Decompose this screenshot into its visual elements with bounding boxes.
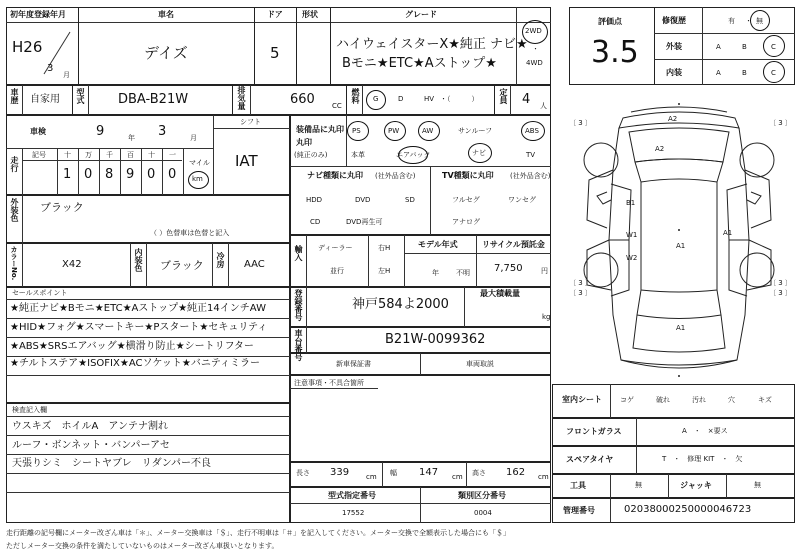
ac-value: AAC	[244, 259, 265, 270]
equip-leather: 本革	[351, 151, 365, 159]
mileage-digit-0: 1	[63, 167, 72, 182]
interior-color: ブラック	[160, 259, 204, 272]
fuel-label: 燃料	[351, 88, 360, 104]
grade-label: グレード	[405, 10, 437, 19]
drive-4wd: 4WD	[526, 59, 543, 67]
equipment-sub-label: (純正のみ)	[294, 151, 328, 159]
shift-label: シフト	[240, 118, 261, 126]
windshield-label: フロントガラス	[566, 427, 622, 436]
tv-analog: アナログ	[452, 218, 480, 226]
recycle-yen: 円	[541, 267, 548, 275]
equip-abs: ABS	[525, 127, 539, 135]
registration-label: 登録番号	[294, 289, 303, 321]
seat-item-scratch: キズ	[758, 396, 772, 404]
left-hand: 左H	[378, 267, 391, 275]
ac-label: 冷房	[216, 252, 225, 268]
navi-sd: SD	[405, 196, 415, 204]
interior-grade-c: C	[771, 69, 776, 77]
class-no-value: 0004	[474, 509, 492, 517]
seat-item-stain: 汚れ	[692, 396, 706, 404]
damage-mark-w1: W1	[626, 231, 638, 239]
digit-label-5: 一	[169, 151, 176, 159]
repair-dot: ・	[745, 17, 752, 25]
spare-options: T ・ 修理 KIT ・ 欠	[662, 455, 743, 463]
damage-mark-front-bumper: A2	[668, 115, 678, 123]
digit-label-2: 千	[106, 151, 113, 159]
digit-label-1: 万	[85, 151, 92, 159]
mileage-label: 走行	[10, 156, 19, 172]
type-no-label: 型式指定番号	[328, 491, 376, 500]
shape-label: 形状	[302, 10, 318, 19]
chassis-value: B21W-0099362	[385, 332, 486, 347]
new-car-warranty: 新車保証書	[336, 360, 371, 368]
mileage-digit-4: 0	[147, 167, 156, 182]
equipment-label: 装備品に丸印	[296, 125, 344, 134]
caution-label: 注意事項・不具合箇所	[294, 379, 364, 387]
seats-unit: 人	[540, 102, 547, 110]
inspection-year-unit: 年	[128, 134, 135, 142]
sales-points-label: セールスポイント	[12, 289, 68, 297]
model-year-unknown: 不明	[456, 269, 470, 277]
drive-2wd: 2WD	[525, 27, 542, 35]
digit-label-0: 十	[64, 151, 71, 159]
inspector-note-line: ルーフ・ボンネット・バンパーアセ	[12, 440, 170, 451]
model-label: 型式	[76, 88, 85, 104]
repair-yes: 有	[728, 17, 735, 25]
bracket-rear-left: 〔 3 〕	[569, 289, 592, 297]
use-label: 車歴	[10, 88, 19, 104]
inspector-note-line: 天張りシミ シートヤブレ リダンパー不良	[12, 458, 211, 469]
displacement-label: 排気量	[237, 86, 246, 110]
door-label: ドア	[267, 10, 283, 19]
displacement-value: 660	[290, 92, 315, 107]
mileage-digit-2: 8	[105, 167, 114, 182]
damage-mark-w2: W2	[626, 254, 638, 262]
tv-oneseg: ワンセグ	[508, 196, 536, 204]
navi-cd: CD	[310, 218, 321, 226]
import-label: 輸入	[294, 245, 303, 261]
equip-airbag: エアバック	[396, 151, 431, 159]
digit-label-4: 十	[148, 151, 155, 159]
tv-fullseg: フルセグ	[452, 196, 480, 204]
equip-aw: AW	[422, 127, 434, 135]
inspection-label: 車検	[30, 127, 46, 136]
length-unit: cm	[366, 473, 377, 481]
score-label: 評価点	[598, 17, 622, 26]
chassis-label: 車台番号	[294, 329, 303, 361]
windshield-options: A ・ ×要ス	[682, 427, 728, 435]
sales-point-line: ★純正ナビ★Bモニ★ETC★Aストップ★純正14インチAW	[10, 303, 266, 314]
recycle-label: リサイクル預託金	[482, 240, 545, 249]
max-load-label: 最大積載量	[480, 289, 520, 298]
parallel: 並行	[330, 267, 344, 275]
inspection-month: 3	[158, 124, 167, 139]
exterior-note: （ ）色替車は色替と記入	[150, 229, 230, 237]
color-no: X42	[62, 259, 82, 270]
tv-type-label: TV種類に丸印	[442, 171, 494, 180]
width-label: 幅	[390, 469, 397, 477]
exterior-grade-label: 外装	[666, 42, 682, 51]
tool-label: 工具	[570, 481, 586, 490]
first-reg-month: 3	[47, 63, 54, 74]
length-value: 339	[330, 467, 350, 478]
right-hand: 右H	[378, 244, 391, 252]
interior-color-label: 内装色	[134, 248, 143, 272]
seat-item-burn: コゲ	[620, 396, 634, 404]
model-value: DBA-B21W	[118, 92, 189, 107]
grade-line2: Bモニ★ETC★Aストップ★	[342, 56, 497, 71]
mgmt-label: 管理番号	[563, 506, 595, 515]
fuel-other: ・（ ）	[440, 95, 479, 103]
seats-value: 4	[522, 92, 531, 107]
bracket-rear-right: 〔 3 〕	[769, 289, 792, 297]
navi-dvd: DVD	[355, 196, 371, 204]
seat-label: 室内シート	[562, 395, 602, 404]
equip-sunroof: サンルーフ	[458, 127, 493, 135]
inspection-month-unit: 月	[190, 134, 197, 142]
fuel-d: D	[398, 95, 404, 103]
damage-mark-roof: A1	[676, 242, 686, 250]
inspector-note-line: ウスキズ ホイルA アンテナ割れ	[12, 421, 168, 432]
mileage-digit-5: 0	[168, 167, 177, 182]
equip-tv: TV	[526, 151, 536, 159]
bracket-mid-left: 〔 3 〕	[569, 279, 592, 287]
footer-line2: ただしメーター交換の条件を満たしていないものはメーター改ざん車扱いとなります。	[6, 542, 279, 550]
equip-pw: PW	[388, 127, 400, 135]
fuel-g: G	[373, 95, 379, 103]
model-year-unit: 年	[432, 269, 439, 277]
exterior-grade-b: B	[742, 43, 747, 51]
navi-hdd: HDD	[306, 196, 323, 204]
width-unit: cm	[452, 473, 463, 481]
max-load-unit: kg	[542, 313, 551, 321]
sales-point-line: ★チルトステア★ISOFIX★ACソケット★バニティミラー	[10, 358, 261, 369]
bracket-front-right: 〔 3 〕	[769, 119, 792, 127]
navi-type-label: ナビ種類に丸印	[307, 171, 363, 180]
equip-ps: PS	[352, 127, 361, 135]
car-outline-icon	[563, 100, 796, 380]
length-label: 長さ	[296, 469, 310, 477]
height-label: 高さ	[472, 469, 486, 477]
navi-dvd-play: DVD再生可	[346, 218, 383, 226]
first-reg-label: 初年度登録年月	[10, 10, 66, 19]
footer-line1: 走行距離の記号欄にメーター改ざん車は「＊」、メーター交換車は「＄」、走行不明車は「＃」を記入してください。メーター交換で全額表示した場合にも「＄」	[6, 529, 510, 537]
recycle-value: 7,750	[494, 263, 523, 274]
shift-value: IAT	[235, 152, 258, 170]
mgmt-value: 02038000250000046723	[624, 504, 752, 515]
sales-point-line: ★ABS★SRSエアバッグ★横滑り防止★シートリフター	[10, 341, 254, 352]
equip-navi: ナビ	[472, 149, 486, 157]
bracket-front-left: 〔 3 〕	[569, 119, 592, 127]
equipment-circle-label-2: 丸印	[296, 138, 312, 147]
car-name: デイズ	[144, 44, 188, 62]
damage-mark-hood: A2	[655, 145, 665, 153]
bracket-mid-right: 〔 3 〕	[769, 279, 792, 287]
sales-point-line: ★HID★フォグ★スマートキー★Pスタート★セキュリティ	[10, 322, 268, 333]
cc-unit: CC	[332, 102, 342, 110]
jack-label: ジャッキ	[680, 481, 712, 490]
jack-value: 無	[754, 481, 761, 489]
score-value: 3.5	[591, 35, 639, 70]
dealer: ディーラー	[318, 244, 353, 252]
vehicle-manual: 車両取説	[466, 360, 494, 368]
seat-item-hole: 穴	[728, 396, 735, 404]
first-reg-era: H26	[12, 38, 43, 56]
model-year-label: モデル年式	[418, 240, 458, 249]
car-damage-diagram	[563, 100, 796, 380]
tv-type-sub: (社外品含む)	[510, 172, 551, 180]
exterior-grade-c: C	[771, 43, 776, 51]
interior-grade-label: 内装	[666, 68, 682, 77]
color-no-label: カラーNo.	[10, 246, 18, 281]
seats-label: 定員	[499, 88, 508, 104]
type-no-value: 17552	[342, 509, 365, 517]
doors: 5	[270, 44, 280, 62]
month-unit: 月	[63, 71, 70, 79]
mileage-digit-3: 9	[126, 167, 135, 182]
repair-label: 修復歴	[662, 16, 686, 25]
car-name-label: 車名	[158, 10, 174, 19]
spare-label: スペアタイヤ	[566, 455, 614, 464]
damage-mark-side: A1	[723, 229, 733, 237]
inspection-year: 9	[96, 124, 105, 139]
seat-item-tear: 破れ	[656, 396, 670, 404]
km-label: km	[192, 175, 203, 183]
class-no-label: 類別区分番号	[458, 491, 506, 500]
exterior-color: ブラック	[40, 201, 84, 214]
height-unit: cm	[538, 473, 549, 481]
mileage-digit-1: 0	[84, 167, 93, 182]
damage-mark-rear: A1	[676, 324, 686, 332]
digit-label-3: 百	[127, 151, 134, 159]
navi-type-sub: (社外品含む)	[375, 172, 416, 180]
fuel-hv: HV	[424, 95, 435, 103]
inspector-notes-label: 検査記入欄	[12, 406, 47, 414]
interior-grade-b: B	[742, 69, 747, 77]
tool-value: 無	[635, 481, 642, 489]
mileage-sign-label: 記号	[32, 151, 46, 159]
repair-no: 無	[756, 17, 763, 25]
interior-grade-a: A	[716, 69, 721, 77]
mile-label: マイル	[189, 159, 210, 167]
width-value: 147	[419, 467, 439, 478]
damage-mark-door: B1	[626, 199, 636, 207]
exterior-label: 外装色	[10, 198, 19, 222]
use-value: 自家用	[30, 94, 60, 105]
registration-value: 神戸584よ2000	[352, 297, 449, 312]
grade-line1: ハイウェイスターX★純正 ナビ★	[336, 37, 528, 52]
height-value: 162	[506, 467, 526, 478]
exterior-grade-a: A	[716, 43, 721, 51]
drive-dot: ・	[532, 45, 539, 53]
